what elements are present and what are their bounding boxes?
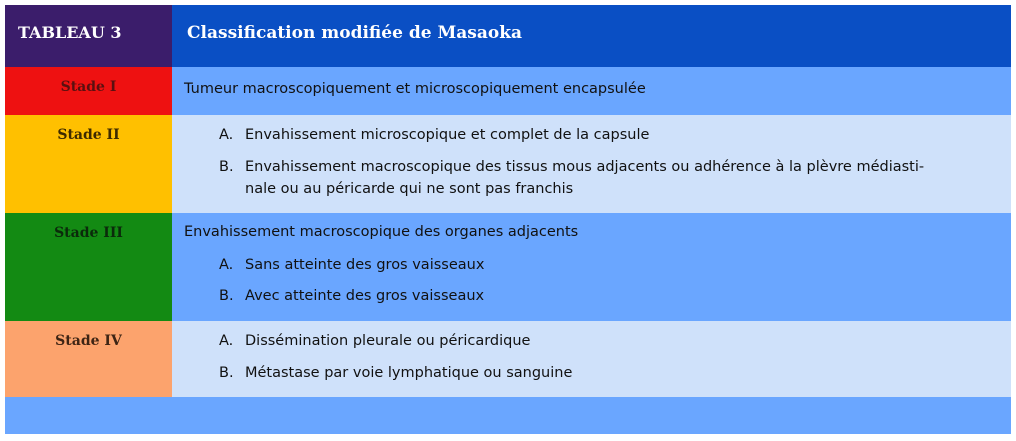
stage-2-item-a-text: Envahissement microscopique et complet de la capsule [245,127,650,143]
stage-3-item-a [219,254,989,276]
stage-2-label: Stade II [57,127,120,143]
table-footer-band [5,397,1011,434]
stage-3-label: Stade III [54,225,123,241]
stage-2-description [172,115,1011,213]
masaoka-classification-table [5,5,1011,434]
stage-2-item-a [219,124,989,146]
stage-3-description [172,213,1011,321]
table-label [5,5,172,67]
stage-2-item-b-marker: B. [219,159,234,175]
stage-1-text: Tumeur macroscopiquement et microscopiquement encapsulée [184,81,646,97]
table-title-text: Classification modifiée de Masaoka [187,23,523,43]
stage-2-item-b-line2: nale ou au péricarde qui ne sont pas franchis [245,181,574,197]
stage-4-description [172,321,1011,397]
stage-3-item-b [219,285,989,307]
stage-4-item-b [219,362,989,384]
stage-4-item-a-text: Dissémination pleurale ou péricardique [245,333,531,349]
table-title [172,5,1011,67]
stage-3-item-a-marker: A. [219,257,234,273]
stage-3-item-b-marker: B. [219,288,234,304]
stage-2-item-b-line1: Envahissement macroscopique des tissus mous adjacents ou adhérence à la plèvre médiasti- [245,159,925,175]
stage-3-item-a-text: Sans atteinte des gros vaisseaux [245,257,485,273]
stage-1-cell [5,67,172,115]
stage-1-label: Stade I [60,79,117,95]
stage-2-item-a-marker: A. [219,127,234,143]
stage-4-item-a [219,330,989,352]
stage-4-label: Stade IV [55,333,122,349]
stage-3-text: Envahissement macroscopique des organes adjacents [184,224,579,240]
stage-4-item-b-text: Métastase par voie lymphatique ou sanguine [245,365,573,381]
stage-4-item-b-marker: B. [219,365,234,381]
stage-3-item-b-text: Avec atteinte des gros vaisseaux [245,288,485,304]
stage-4-item-a-marker: A. [219,333,234,349]
stage-2-item-b [219,156,989,200]
stage-3-cell [5,213,172,321]
stage-2-cell [5,115,172,213]
stage-1-description [172,67,1011,115]
stage-4-cell [5,321,172,397]
table-label-text: TABLEAU 3 [18,23,122,42]
